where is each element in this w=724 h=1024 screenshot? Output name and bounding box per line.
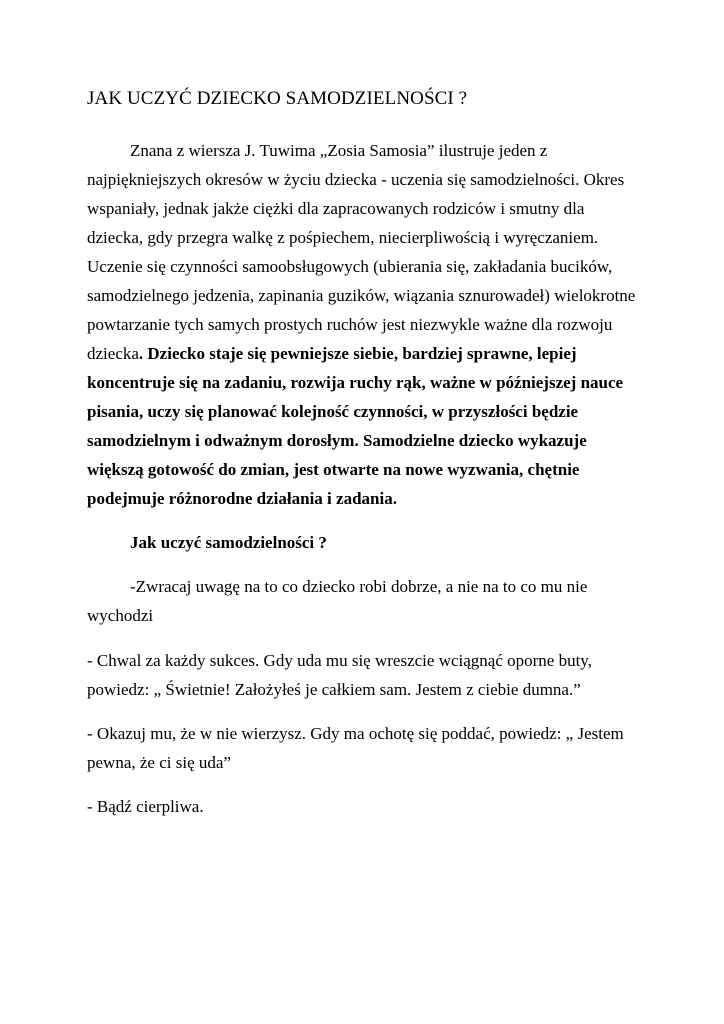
intro-line: powtarzanie tych samych prostych ruchów jest niezwykle ważne dla rozwoju <box>87 315 613 334</box>
intro-line: najpiękniejszych okresów w życiu dziecka - uczenia się samodzielności. Okres <box>87 170 625 189</box>
document-title: JAK UCZYĆ DZIECKO SAMODZIELNOŚCI ? <box>87 88 468 109</box>
tip-line: wychodzi <box>87 606 154 625</box>
tip-line: pewna, że ci się uda” <box>87 753 231 772</box>
intro-line: samodzielnego jedzenia, zapinania guzików, wiązania sznurowadeł) wielokrotne <box>87 286 636 305</box>
intro-bold-line: podejmuje różnorodne działania i zadania. <box>87 489 397 508</box>
tip-line: - Chwal za każdy sukces. Gdy uda mu się wreszcie wciągnąć oporne buty, <box>87 651 592 670</box>
tip-line: powiedz: „ Świetnie! Założyłeś je całkiem sam. Jestem z ciebie dumna.” <box>87 680 581 699</box>
intro-bold-line: koncentruje się na zadaniu, rozwija ruchy rąk, ważne w późniejszej nauce <box>87 373 624 392</box>
tip-line: -Zwracaj uwagę na to co dziecko robi dobrze, a nie na to co mu nie <box>130 577 588 596</box>
intro-line <box>87 344 577 364</box>
intro-bold-line: większą gotowość do zmian, jest otwarte na nowe wyzwania, chętnie <box>87 460 580 479</box>
intro-line: Znana z wiersza J. Tuwima „Zosia Samosia” ilustruje jeden z <box>130 141 548 160</box>
subheading: Jak uczyć samodzielności ? <box>130 533 327 552</box>
tip-line: - Okazuj mu, że w nie wierzysz. Gdy ma ochotę się poddać, powiedz: „ Jestem <box>87 724 624 743</box>
intro-line: wspaniały, jednak jakże ciężki dla zapracowanych rodziców i smutny dla <box>87 199 585 218</box>
intro-text: dziecka <box>87 344 139 363</box>
tip-line: - Bądź cierpliwa. <box>87 797 204 816</box>
intro-bold-line: samodzielnym i odważnym dorosłym. Samodzielne dziecko wykazuje <box>87 431 587 450</box>
intro-bold-text: . Dziecko staje się pewniejsze siebie, bardziej sprawne, lepiej <box>138 344 577 363</box>
intro-line: dziecka, gdy przegra walkę z pośpiechem, niecierpliwością i wyręczaniem. <box>87 228 599 247</box>
intro-bold-line: pisania, uczy się planować kolejność czynności, w przyszłości będzie <box>87 402 579 421</box>
intro-line: Uczenie się czynności samoobsługowych (ubierania się, zakładania bucików, <box>87 257 613 276</box>
